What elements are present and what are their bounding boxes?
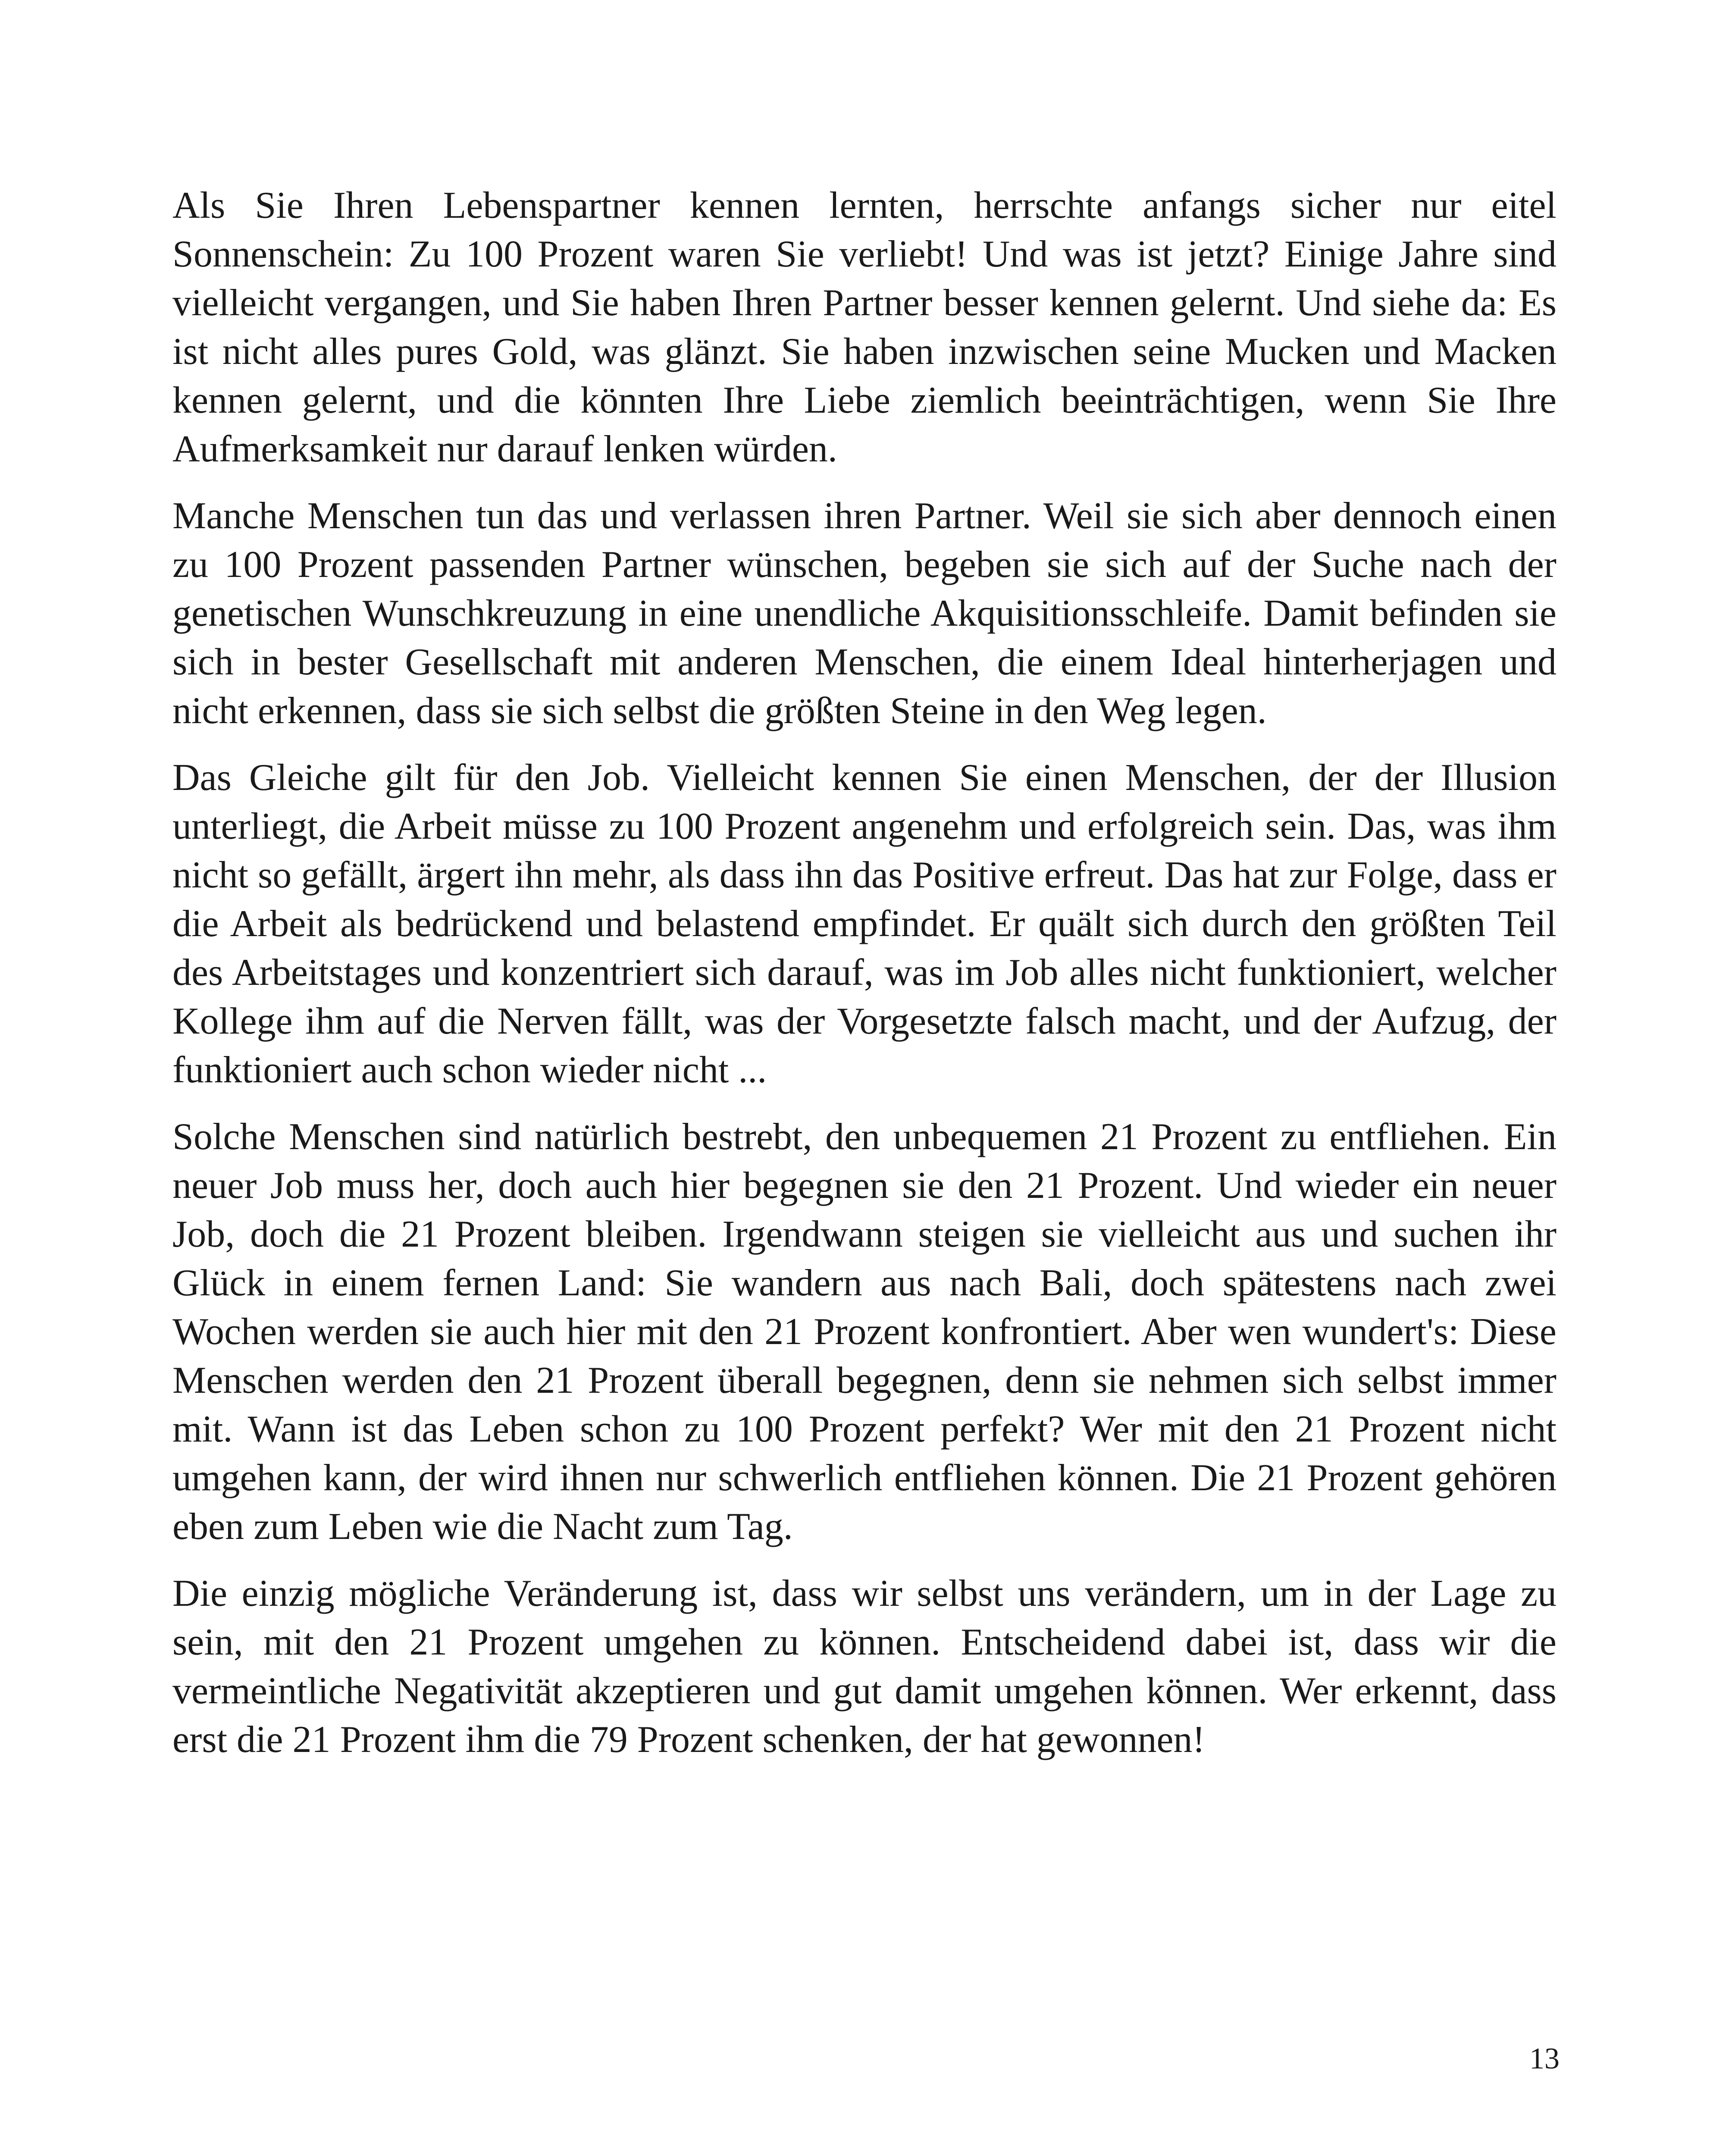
page-body	[172, 181, 1557, 1782]
paragraph-1: Als Sie Ihren Lebenspartner kennen lernten, herrschte anfangs sicher nur eitel Sonnenschein: Zu 100 Prozent waren Sie verliebt! Und was ist jetzt? Einige Jahre sind vielleicht vergangen, und Sie haben Ihren Partner besser kennen gelernt. Und siehe da: Es ist nicht alles pures Gold, was glänzt. Sie haben inzwischen seine Mucken und Macken kennen gelernt, und die könnten Ihre Liebe ziemlich beeinträchtigen, wenn Sie Ihre Aufmerksamkeit nur darauf lenken würden.	[172, 185, 1557, 470]
page-number: 13	[1529, 2042, 1560, 2075]
paragraph-2: Manche Menschen tun das und verlassen ihren Partner. Weil sie sich aber dennoch einen zu 100 Prozent passenden Partner wünschen, begeben sie sich auf der Suche nach der genetischen Wunschkreuzung in eine unendliche Akquisitionsschleife. Damit befinden sie sich in bester Gesellschaft mit anderen Menschen, die einem Ideal hinterherjagen und nicht erkennen, dass sie sich selbst die größten Steine in den Weg legen.	[172, 495, 1557, 732]
paragraph-4: Solche Menschen sind natürlich bestrebt, den unbequemen 21 Prozent zu entfliehen. Ein neuer Job muss her, doch auch hier begegnen sie den 21 Prozent. Und wieder ein neuer Job, doch die 21 Prozent bleiben. Irgendwann steigen sie vielleicht aus und suchen ihr Glück in einem fernen Land: Sie wandern aus nach Bali, doch spätestens nach zwei Wochen werden sie auch hier mit den 21 Prozent konfrontiert. Aber wen wundert's: Diese Menschen werden den 21 Prozent überall begegnen, denn sie nehmen sich selbst immer mit. Wann ist das Leben schon zu 100 Prozent perfekt? Wer mit den 21 Prozent nicht umgehen kann, der wird ihnen nur schwerlich entfliehen können. Die 21 Prozent gehören eben zum Leben wie die Nacht zum Tag.	[172, 1116, 1557, 1548]
paragraph-3: Das Gleiche gilt für den Job. Vielleicht kennen Sie einen Menschen, der der Illusion unterliegt, die Arbeit müsse zu 100 Prozent angenehm und erfolgreich sein. Das, was ihm nicht so gefällt, ärgert ihn mehr, als dass ihn das Positive erfreut. Das hat zur Folge, dass er die Arbeit als bedrückend und belastend empfindet. Er quält sich durch den größten Teil des Arbeitstages und konzentriert sich darauf, was im Job alles nicht funktioniert, welcher Kollege ihm auf die Nerven fällt, was der Vorgesetzte falsch macht, und der Aufzug, der funktioniert auch schon wieder nicht ...	[172, 757, 1557, 1091]
paragraph-5: Die einzig mögliche Veränderung ist, dass wir selbst uns verändern, um in der Lage zu sein, mit den 21 Prozent umgehen zu können. Entscheidend dabei ist, dass wir die vermeintliche Negativität akzeptieren und gut damit umgehen können. Wer erkennt, dass erst die 21 Prozent ihm die 79 Prozent schenken, der hat gewonnen!	[172, 1573, 1557, 1761]
